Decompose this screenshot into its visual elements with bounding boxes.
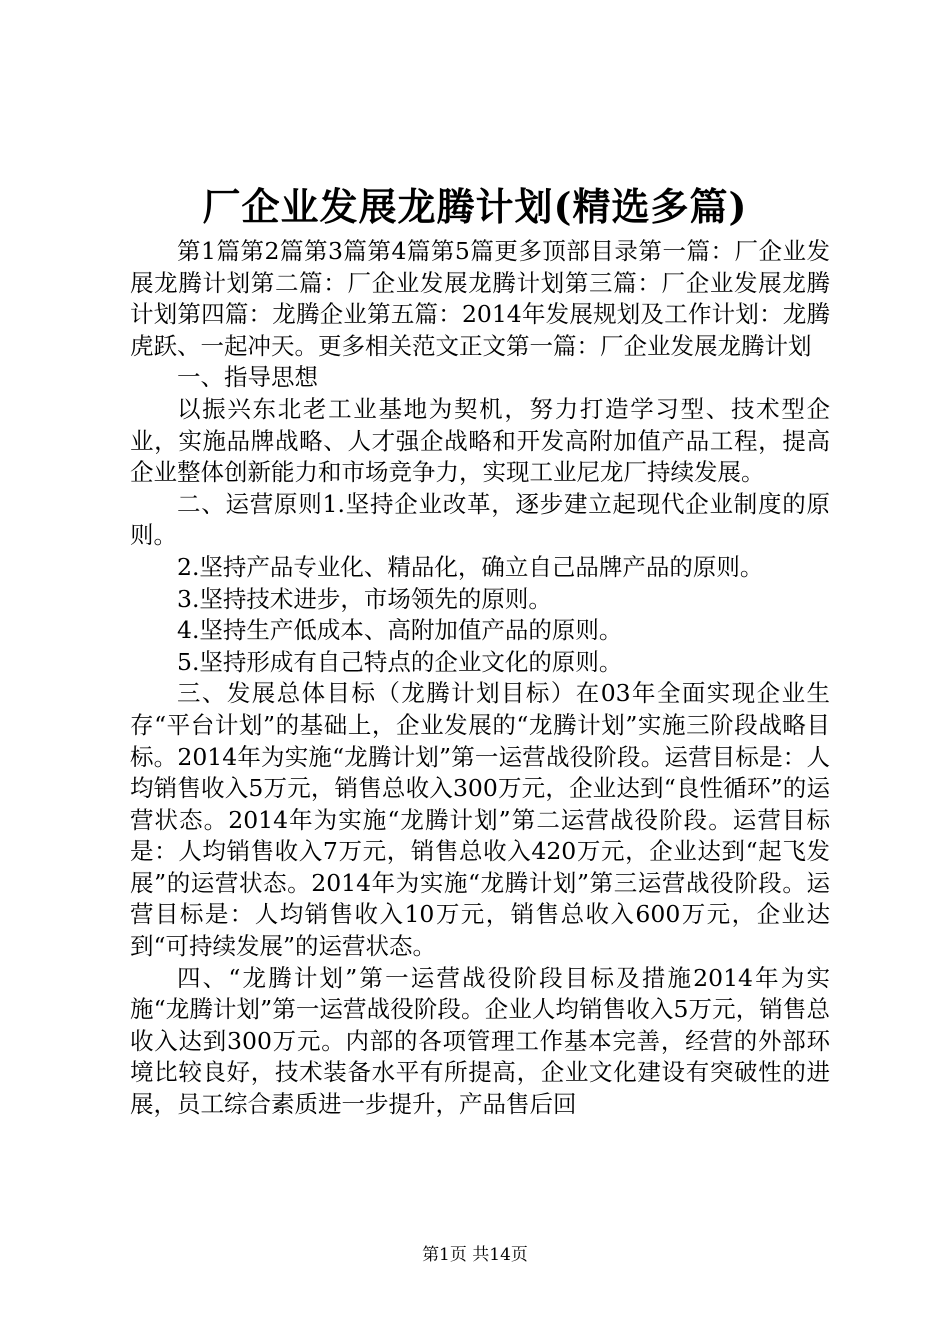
paragraph-heading-guiding-ideology: 一、指导思想 [177, 363, 318, 392]
paragraph-table-of-contents: 第1篇第2篇第3篇第4篇第5篇更多顶部目录第一篇：厂企业发展龙腾计划第二篇：厂企业发展龙腾计划第三篇：厂企业发展龙腾计划第四篇：龙腾企业第五篇：2014年发展规划及工作计划：龙腾虎跃、一起冲天。更多相关范文正文第一篇：厂企业发展龙腾计划 [130, 237, 830, 360]
paragraph-phase-one-goals: 四、“龙腾计划”第一运营战役阶段目标及措施2014年为实施“龙腾计划”第一运营战役阶段。企业人均销售收入5万元，销售总收入达到300万元。内部的各项管理工作基本完善，经营的外部环境比较良好，技术装备水平有所提高，企业文化建设有突破性的进展，员工综合素质进一步提升，产品售后回 [130, 963, 830, 1119]
paragraph-principle-5: 5.坚持形成有自己特点的企业文化的原则。 [177, 647, 623, 676]
page-number-footer: 第1页 共14页 [422, 1245, 528, 1265]
document-body [130, 236, 830, 1121]
paragraph-operating-principles: 二、运营原则1.坚持企业改革，逐步建立起现代企业制度的原则。 [130, 489, 830, 550]
paragraph-guiding-ideology: 以振兴东北老工业基地为契机，努力打造学习型、技术型企业，实施品牌战略、人才强企战略和开发高附加值产品工程，提高企业整体创新能力和市场竞争力，实现工业尼龙厂持续发展。 [130, 394, 830, 487]
paragraph-principle-4: 4.坚持生产低成本、高附加值产品的原则。 [177, 616, 623, 645]
paragraph-principle-3: 3.坚持技术进步，市场领先的原则。 [177, 584, 552, 613]
paragraph-principle-2: 2.坚持产品专业化、精品化，确立自己品牌产品的原则。 [177, 552, 764, 581]
paragraph-overall-goals: 三、发展总体目标（龙腾计划目标）在03年全面实现企业生存“平台计划”的基础上，企业发展的“龙腾计划”实施三阶段战略目标。2014年为实施“龙腾计划”第一运营战役阶段。运营目标是：人均销售收入5万元，销售总收入300万元，企业达到“良性循环”的运营状态。2014年为实施“龙腾计划”第二运营战役阶段。运营目标是：人均销售收入7万元，销售总收入420万元，企业达到“起飞发展”的运营状态。2014年为实施“龙腾计划”第三运营战役阶段。运营目标是：人均销售收入10万元，销售总收入600万元，企业达到“可持续发展”的运营状态。 [130, 679, 830, 961]
document-title: 厂企业发展龙腾计划(精选多篇) [202, 184, 748, 229]
